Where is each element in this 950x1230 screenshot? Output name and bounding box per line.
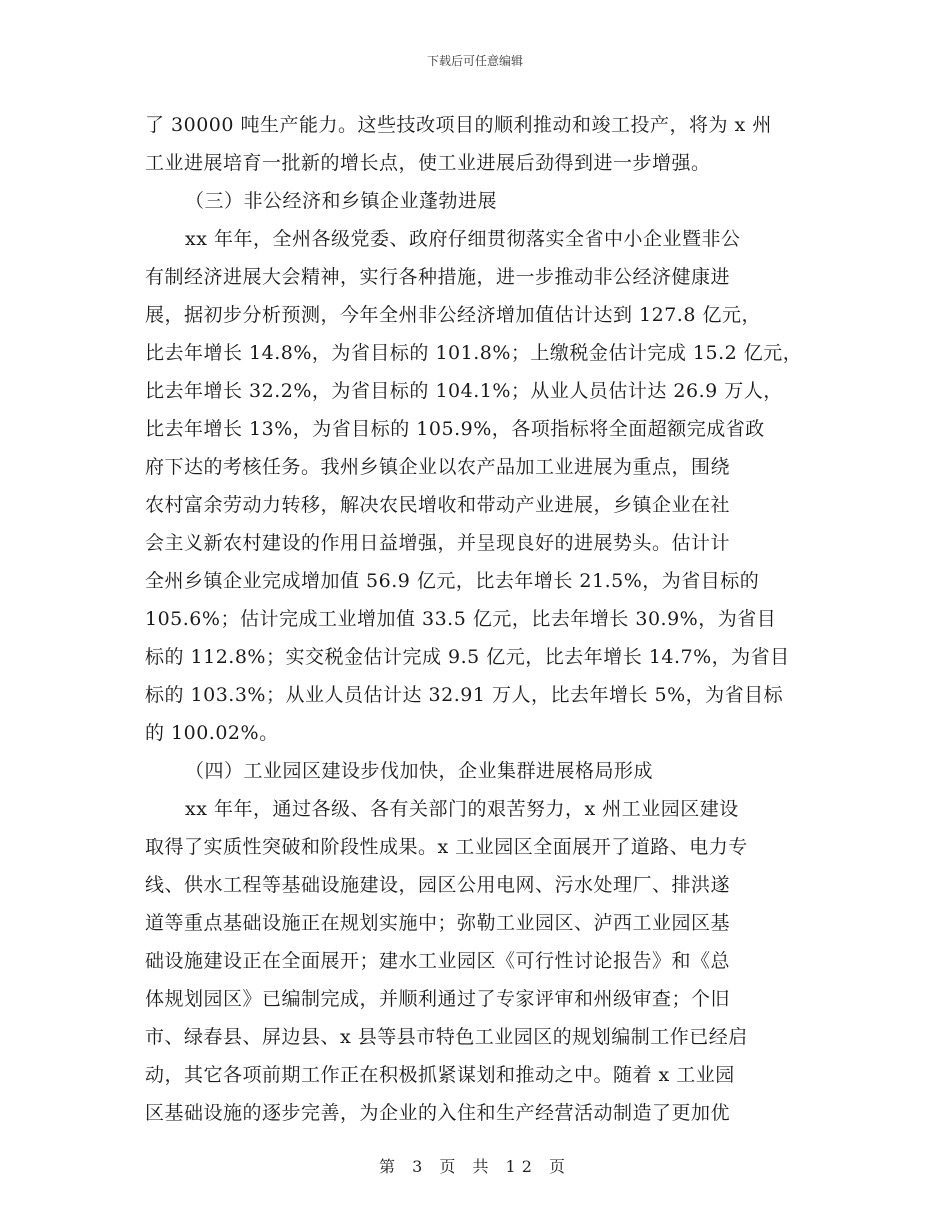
text-line: 础设施建设正在全面展开；建水工业园区《可行性讨论报告》和《总 [145, 950, 731, 972]
text-line: 比去年增长 14.8%，为省目标的 101.8%；上缴税金估计完成 15.2 亿元， [145, 342, 803, 364]
text-line: 比去年增长 32.2%，为省目标的 104.1%；从业人员估计达 26.9 万人， [145, 380, 783, 402]
section-heading: （四）工业园区建设步伐加快，企业集群进展格局形成 [185, 760, 654, 782]
text-line: 农村富余劳动力转移，解决农民增收和带动产业进展，乡镇企业在社 [145, 494, 731, 516]
text-line: 了 30000 吨生产能力。这些技改项目的顺利推动和竣工投产，将为 x 州 [145, 114, 772, 136]
page-header-note: 下载后可任意编辑 [426, 54, 523, 68]
text-line: 标的 103.3%；从业人员估计达 32.91 万人，比去年增长 5%，为省目标 [145, 684, 784, 706]
text-line: xx 年年，全州各级党委、政府仔细贯彻落实全省中小企业暨非公 [185, 228, 741, 250]
page-number: 第 3 页 共 12 页 [379, 1157, 571, 1176]
text-line: xx 年年，通过各级、各有关部门的艰苦努力，x 州工业园区建设 [185, 798, 739, 820]
text-line: 会主义新农村建设的作用日益增强，并呈现良好的进展势头。估计计 [145, 532, 731, 554]
text-line: 区基础设施的逐步完善，为企业的入住和生产经营活动制造了更加优 [145, 1102, 731, 1124]
text-line: 工业进展培育一批新的增长点，使工业进展后劲得到进一步增强。 [145, 152, 711, 174]
text-line: 全州乡镇企业完成增加值 56.9 亿元，比去年增长 21.5%，为省目标的 [145, 570, 760, 592]
text-line: 比去年增长 13%，为省目标的 105.9%，各项指标将全面超额完成省政 [145, 418, 765, 440]
text-line: 标的 112.8%；实交税金估计完成 9.5 亿元，比去年增长 14.7%，为省目 [145, 646, 790, 668]
section-heading: （三）非公经济和乡镇企业蓬勃进展 [185, 190, 498, 212]
text-line: 道等重点基础设施正在规划实施中；弥勒工业园区、泸西工业园区基 [145, 912, 731, 934]
text-line: 展，据初步分析预测，今年全州非公经济增加值估计达到 127.8 亿元， [145, 304, 761, 326]
document-body [145, 106, 825, 1132]
text-line: 的 100.02%。 [145, 722, 279, 744]
text-line: 线、供水工程等基础设施建设，园区公用电网、污水处理厂、排洪遂 [145, 874, 731, 896]
text-line: 动，其它各项前期工作正在积极抓紧谋划和推动之中。随着 x 工业园 [145, 1064, 735, 1086]
text-line: 取得了实质性突破和阶段性成果。x 工业园区全面展开了道路、电力专 [145, 836, 748, 858]
text-line: 市、绿春县、屏边县、x 县等县市特色工业园区的规划编制工作已经启 [145, 1026, 748, 1048]
text-line: 府下达的考核任务。我州乡镇企业以农产品加工业进展为重点，围绕 [145, 456, 731, 478]
text-line: 体规划园区》已编制完成，并顺利通过了专家评审和州级审查；个旧 [145, 988, 731, 1010]
text-line: 有制经济进展大会精神，实行各种措施，进一步推动非公经济健康进 [145, 266, 731, 288]
text-line: 105.6%；估计完成工业增加值 33.5 亿元，比去年增长 30.9%，为省目 [145, 608, 777, 630]
